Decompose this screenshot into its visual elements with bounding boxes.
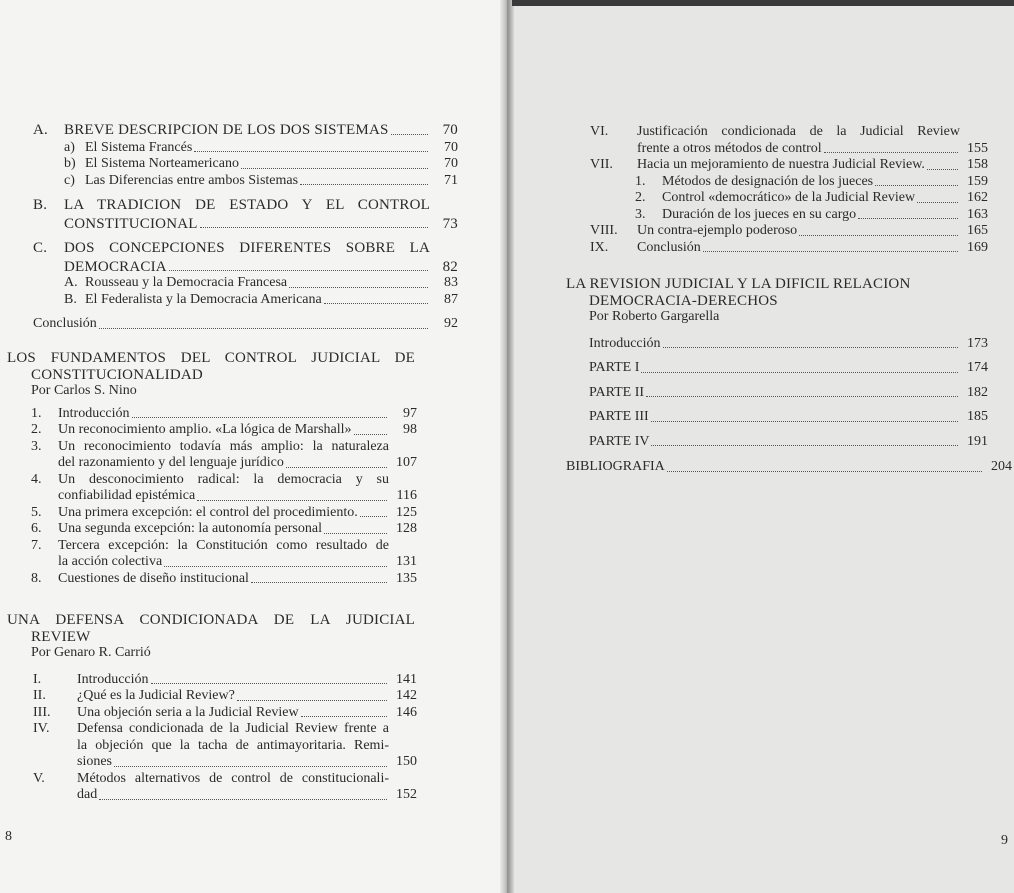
carrio-chapter xyxy=(7,612,417,804)
toc-entry xyxy=(566,459,1012,476)
toc-page-number: 73 xyxy=(442,215,458,232)
toc-entry-text xyxy=(77,754,389,771)
toc-entry-body xyxy=(77,705,417,722)
toc-page-number: 107 xyxy=(396,455,417,470)
leader-dots xyxy=(703,251,958,252)
toc-entry-line: Métodos alternativos de control de constitucionali- xyxy=(77,770,389,786)
toc-entry-label: Conclusión xyxy=(637,239,701,255)
toc-page-number: 185 xyxy=(967,409,988,424)
toc-entry-text xyxy=(77,787,389,804)
leader-dots xyxy=(354,434,387,435)
toc-entry-text xyxy=(58,455,389,472)
leader-dots xyxy=(301,716,387,717)
toc-entry-label: PARTE IV xyxy=(589,433,650,449)
toc-entry-label: Hacia un mejoramiento de nuestra Judicial Review. xyxy=(637,157,925,172)
toc-entry xyxy=(31,521,417,538)
leader-dots xyxy=(651,445,958,446)
toc-entry-label: Métodos de designación de los jueces xyxy=(662,173,874,189)
toc-entry xyxy=(635,174,988,191)
toc-entry-line: Un desconocimiento radical: la democracia y su xyxy=(58,471,389,487)
bibliografia-block xyxy=(566,459,1012,476)
toc-entry xyxy=(590,223,988,240)
toc-entry-label: dad xyxy=(77,787,98,802)
carrio-cont-list xyxy=(590,124,988,174)
chapter-author: Por Roberto Gargarella xyxy=(589,309,720,324)
leader-dots xyxy=(289,287,428,288)
toc-page-number: 159 xyxy=(967,173,988,189)
toc-entry-label: DEMOCRACIA xyxy=(64,258,167,275)
toc-entry-marker: 2. xyxy=(31,422,42,437)
toc-entry-marker: 8. xyxy=(31,570,42,586)
toc-entry-last-line xyxy=(77,672,417,689)
toc-entry-text xyxy=(58,505,389,522)
toc-entry xyxy=(589,336,988,353)
toc-entry-marker: 3. xyxy=(31,438,42,454)
toc-entry-last-line xyxy=(77,787,417,804)
toc-entry-last-line xyxy=(58,406,417,423)
chapter-title: UNA DEFENSA CONDICIONADA DE LA JUDICIAL xyxy=(7,612,415,628)
leader-dots xyxy=(164,566,387,567)
toc-entry-label: del razonamiento y del lenguaje jurídico xyxy=(58,455,284,470)
toc-entry-body xyxy=(58,472,417,505)
toc-entry-marker: VIII. xyxy=(590,223,618,238)
leader-dots xyxy=(641,372,958,373)
toc-entry-label: Un contra-ejemplo poderoso xyxy=(637,223,798,238)
toc-page-number: 98 xyxy=(403,422,417,437)
toc-page-number: 70 xyxy=(444,156,458,171)
toc-entry-label: Control «democrático» de la Judicial Review xyxy=(662,190,916,205)
toc-entry-text xyxy=(77,705,389,722)
toc-entry-label: siones xyxy=(77,754,112,769)
chapter-title: LOS FUNDAMENTOS DEL CONTROL JUDICIAL DE xyxy=(7,350,415,366)
toc-entry-text xyxy=(637,157,960,174)
toc-page-number: 158 xyxy=(967,157,988,172)
toc-page-number: 131 xyxy=(396,554,417,569)
toc-entry-marker: III. xyxy=(33,704,51,720)
toc-entry-last-line xyxy=(77,688,417,705)
leader-dots xyxy=(799,235,958,236)
toc-entry-line: Defensa condicionada de la Judicial Review frente a xyxy=(77,721,389,736)
toc-entry-body xyxy=(637,157,988,174)
toc-entry-text xyxy=(589,434,960,451)
toc-entry: a) El Sistema Francés 70 xyxy=(64,139,458,155)
toc-entry-label: El Sistema Norteamericano xyxy=(85,156,239,171)
toc-entry-marker: VI. xyxy=(590,124,609,139)
toc-entry xyxy=(31,571,417,588)
book-gutter xyxy=(500,0,514,893)
toc-entry-label: PARTE III xyxy=(589,409,649,424)
leader-dots xyxy=(237,700,387,701)
toc-entry-last-line xyxy=(58,505,417,522)
chapter-title: DEMOCRACIA-DERECHOS xyxy=(589,292,778,309)
leader-dots xyxy=(667,471,982,472)
page-number: 9 xyxy=(1001,833,1008,848)
page-edge xyxy=(512,0,1014,6)
toc-entry xyxy=(33,705,417,722)
toc-entry-marker: 5. xyxy=(31,504,42,520)
toc-entry-label: CONSTITUCIONAL xyxy=(64,215,198,232)
toc-entry xyxy=(33,771,417,804)
toc-entry-last-line xyxy=(58,488,417,505)
toc-entry-label: Las Diferencias entre ambos Sistemas xyxy=(85,172,299,188)
chapter-title: LA REVISION JUDICIAL Y LA DIFICIL RELACION xyxy=(566,276,911,292)
toc-entry-marker: IV. xyxy=(33,721,50,736)
toc-entry-label: la acción colectiva xyxy=(58,554,163,569)
toc-entry-line: DOS CONCEPCIONES DIFERENTES SOBRE LA xyxy=(64,240,430,256)
toc-page-number: 128 xyxy=(396,521,417,536)
toc-entry-line: la objeción que la tacha de antimayoritaria. Remi- xyxy=(77,737,389,753)
leader-dots xyxy=(663,347,958,348)
toc-entry-last-line xyxy=(58,521,417,538)
toc-page-number: 87 xyxy=(444,291,458,307)
toc-page-number: 146 xyxy=(396,704,417,720)
toc-entry xyxy=(31,422,417,439)
chapter-author: Por Genaro R. Carrió xyxy=(31,645,151,660)
leader-dots xyxy=(151,683,387,684)
toc-entry-label: Introducción xyxy=(58,405,130,421)
leader-dots xyxy=(646,396,958,397)
toc-page-number: 125 xyxy=(396,504,417,520)
toc-entry-marker: 4. xyxy=(31,471,42,487)
leader-dots xyxy=(824,152,958,153)
leader-dots xyxy=(241,168,428,169)
toc-entry: B. LA TRADICION DE ESTADO Y EL CONTROL CONSTITUCIONAL 73 xyxy=(33,197,458,232)
toc-entry-body xyxy=(58,521,417,538)
toc-entry-label: El Federalista y la Democracia Americana xyxy=(85,291,322,307)
toc-entry-last-line xyxy=(77,754,417,771)
leader-dots xyxy=(651,421,958,422)
toc-entry-marker: V. xyxy=(33,770,45,786)
leader-dots xyxy=(169,270,428,271)
toc-entry-label: PARTE I xyxy=(589,360,640,375)
toc-entry-marker: 1. xyxy=(635,173,646,189)
toc-page-number: 116 xyxy=(396,488,417,503)
toc-entry-label: frente a otros métodos de control xyxy=(637,140,822,156)
toc-page-number: 191 xyxy=(967,433,988,449)
leader-dots xyxy=(99,328,428,329)
toc-entry-label: Una objeción seria a la Judicial Review xyxy=(77,704,299,720)
toc-entry-text xyxy=(589,385,960,402)
toc-entry-text xyxy=(662,174,960,191)
toc-page-number: 83 xyxy=(444,275,458,290)
leader-dots xyxy=(197,500,387,501)
toc-entry-line: Un reconocimiento todavía más amplio: la naturaleza xyxy=(58,438,389,454)
leader-dots xyxy=(300,184,428,185)
toc-entry xyxy=(33,688,417,705)
toc-entry-last-line xyxy=(58,455,417,472)
toc-entry-text xyxy=(58,488,389,505)
leader-dots xyxy=(200,227,428,228)
gargarella-toc-list xyxy=(566,336,988,451)
toc-entry-last-line xyxy=(58,554,417,571)
toc-entry-line: LA TRADICION DE ESTADO Y EL CONTROL xyxy=(64,197,430,213)
toc-page-number: 92 xyxy=(444,316,458,331)
leader-dots xyxy=(391,134,428,135)
toc-page-number: 135 xyxy=(396,570,417,586)
leader-dots xyxy=(875,185,958,186)
toc-entry-label: ¿Qué es la Judicial Review? xyxy=(77,688,235,703)
toc-page-number: 204 xyxy=(991,459,1012,474)
toc-entry-text xyxy=(58,571,389,588)
toc-entry-body xyxy=(77,688,417,705)
toc-entry-label: Un reconocimiento amplio. «La lógica de Marshall» xyxy=(58,422,352,437)
toc-entry-marker: 7. xyxy=(31,537,42,553)
toc-entry xyxy=(31,472,417,505)
nino-chapter xyxy=(7,350,417,587)
leader-dots xyxy=(132,417,387,418)
toc-page-number: 174 xyxy=(967,360,988,375)
toc-entry-marker: I. xyxy=(33,671,42,687)
carrio-toc-list xyxy=(7,672,417,804)
toc-entry xyxy=(635,207,988,224)
leader-dots xyxy=(286,467,387,468)
toc-entry-text xyxy=(637,223,960,240)
leader-dots xyxy=(324,533,387,534)
toc-entry-marker: 6. xyxy=(31,521,42,536)
toc-entry-marker: II. xyxy=(33,688,46,703)
toc-entry-label: Introducción xyxy=(589,335,661,351)
toc-entry-label: Una primera excepción: el control del procedimiento. xyxy=(58,504,358,520)
toc-entry-marker: 1. xyxy=(31,405,42,421)
toc-entry-body xyxy=(637,124,988,157)
leader-dots xyxy=(324,303,428,304)
toc-entry xyxy=(33,721,417,771)
toc-entry-last-line xyxy=(58,571,417,588)
chapter-author: Por Carlos S. Nino xyxy=(31,383,137,398)
leader-dots xyxy=(360,516,387,517)
toc-entry-text xyxy=(58,554,389,571)
toc-entry-label: Rousseau y la Democracia Francesa xyxy=(85,275,288,290)
toc-entry-text xyxy=(637,141,960,158)
toc-entry-last-line xyxy=(58,422,417,439)
carrio-end-list xyxy=(590,223,988,256)
toc-entry xyxy=(33,672,417,689)
toc-entry-text xyxy=(589,409,960,426)
toc-entry-marker: VII. xyxy=(590,157,613,172)
nino-toc-list xyxy=(7,406,417,588)
toc-entry xyxy=(589,434,988,451)
toc-page-number: 71 xyxy=(444,172,458,188)
vii-subitems xyxy=(590,174,988,224)
toc-entry-body xyxy=(58,439,417,472)
leader-dots xyxy=(927,169,958,170)
toc-page-number: 169 xyxy=(967,239,988,255)
toc-page-number: 182 xyxy=(967,384,988,400)
toc-entry-text xyxy=(589,360,960,377)
toc-entry: b) El Sistema Norteamericano 70 xyxy=(64,156,458,171)
toc-entry-text xyxy=(77,688,389,705)
toc-entry xyxy=(635,190,988,207)
toc-entry xyxy=(589,360,988,377)
toc-entry-text xyxy=(589,336,960,353)
leader-dots xyxy=(99,799,387,800)
toc-entry-body xyxy=(58,571,417,588)
toc-entry: A. BREVE DESCRIPCION DE LOS DOS SISTEMAS 70 xyxy=(33,122,458,138)
toc-entry-text xyxy=(77,672,389,689)
toc-entry-text xyxy=(662,207,960,224)
toc-entry-label: BIBLIOGRAFIA xyxy=(566,459,665,474)
toc-page-number: 97 xyxy=(403,405,417,421)
toc-entry xyxy=(589,385,988,402)
toc-entry-body xyxy=(58,422,417,439)
page-number: 8 xyxy=(5,829,12,844)
toc-entry-last-line xyxy=(637,157,988,174)
toc-page-number: 163 xyxy=(967,206,988,222)
toc-entry-text xyxy=(637,240,960,257)
toc-entry-label: BREVE DESCRIPCION DE LOS DOS SISTEMAS xyxy=(64,122,389,138)
toc-entry-label: PARTE II xyxy=(589,384,645,400)
toc-entry xyxy=(590,240,988,257)
toc-entry-label: Duración de los jueces en su cargo xyxy=(662,206,857,222)
toc-entry xyxy=(589,409,988,426)
leader-dots xyxy=(194,151,428,152)
toc-entry-text xyxy=(58,406,389,423)
toc-entry-label: Cuestiones de diseño institucional xyxy=(58,570,249,586)
toc-page-number: 173 xyxy=(967,335,988,351)
toc-entry-text xyxy=(662,190,960,207)
toc-entry-label: Conclusión xyxy=(33,316,97,331)
toc-entry-marker: 2. xyxy=(635,190,646,205)
carrio-continued xyxy=(590,124,988,256)
toc-entry-text xyxy=(58,521,389,538)
leader-dots xyxy=(858,218,958,219)
chapter-title: CONSTITUCIONALIDAD xyxy=(31,366,203,383)
toc-entry-body xyxy=(58,505,417,522)
toc-page-number: 162 xyxy=(967,190,988,205)
toc-entry-last-line xyxy=(637,141,988,158)
toc-entry-line: Justificación condicionada de la Judicial Review xyxy=(637,124,960,139)
toc-entry-body xyxy=(77,771,417,804)
toc-entry-body xyxy=(58,538,417,571)
toc-entry xyxy=(31,406,417,423)
gargarella-chapter xyxy=(566,276,988,458)
toc-entry xyxy=(590,124,988,157)
toc-page-number: 142 xyxy=(396,688,417,703)
toc-entry xyxy=(31,538,417,571)
toc-entry: C. DOS CONCEPCIONES DIFERENTES SOBRE LA DEMOCRACIA 82 xyxy=(33,240,458,275)
toc-entry-last-line xyxy=(77,705,417,722)
toc-entry-marker: IX. xyxy=(590,239,609,255)
toc-entry-label: El Sistema Francés xyxy=(85,139,193,155)
toc-entry-body xyxy=(77,672,417,689)
toc-entry: c) Las Diferencias entre ambos Sistemas 71 xyxy=(64,172,458,188)
leader-dots xyxy=(114,766,387,767)
leader-dots xyxy=(251,582,387,583)
toc-entry-marker: 3. xyxy=(635,206,646,222)
toc-entry xyxy=(590,157,988,174)
toc-entry-line: Tercera excepción: la Constitución como resultado de xyxy=(58,537,389,553)
toc-entry xyxy=(31,505,417,522)
toc-entry-label: Introducción xyxy=(77,671,149,687)
toc-page-number: 152 xyxy=(396,787,417,802)
toc-page-number: 70 xyxy=(442,122,458,138)
leader-dots xyxy=(917,202,958,203)
toc-entry-body xyxy=(77,721,417,771)
toc-entry-text xyxy=(58,422,389,439)
section-a-block xyxy=(33,122,458,333)
toc-entry-label: Una segunda excepción: la autonomía personal xyxy=(58,521,322,536)
toc-page-number: 141 xyxy=(396,671,417,687)
toc-page-number: 155 xyxy=(967,140,988,156)
toc-page-number: 82 xyxy=(442,258,458,275)
chapter-title: REVIEW xyxy=(31,628,91,645)
toc-page-number: 70 xyxy=(444,139,458,155)
toc-entry xyxy=(31,439,417,472)
toc-entry-body xyxy=(58,406,417,423)
toc-page-number: 150 xyxy=(396,754,417,769)
toc-page-number: 165 xyxy=(967,223,988,238)
toc-entry xyxy=(33,316,458,333)
toc-entry: B. El Federalista y la Democracia Americana 87 xyxy=(64,291,458,307)
toc-entry: A. Rousseau y la Democracia Francesa 83 xyxy=(64,275,458,290)
toc-entry-label: confiabilidad epistémica xyxy=(58,488,196,503)
